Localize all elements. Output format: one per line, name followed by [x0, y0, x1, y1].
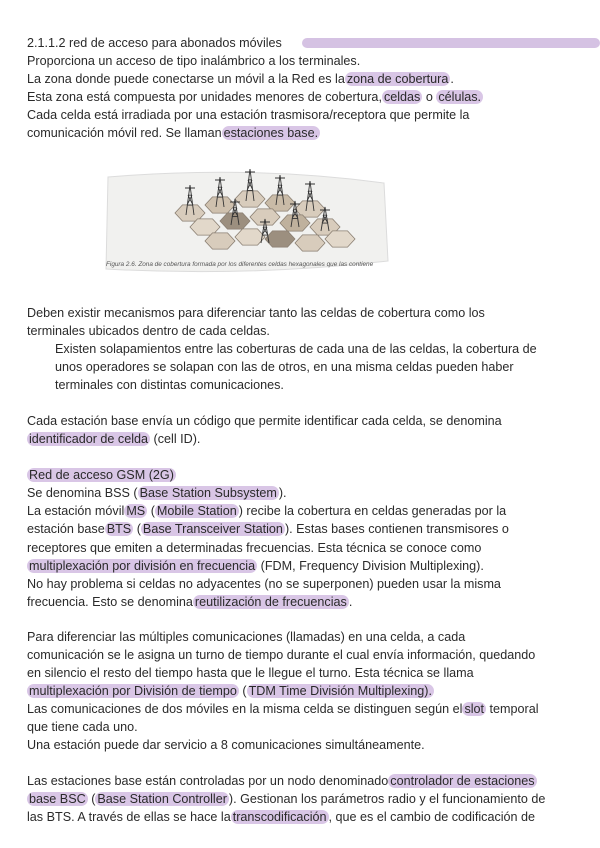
text-line: multiplexación por división en frecuencia (FDM, Frequency Division Multiplexing).: [29, 558, 484, 573]
gsm-title: Red de acceso GSM (2G): [29, 468, 174, 482]
figure-caption: Figura 2.6. Zona de cobertura formada por los diferentes celdas hexagonales que las contiene: [106, 261, 374, 268]
text-line: frecuencia. Esto se denomina reutilización de frecuencias .: [27, 595, 353, 610]
text-line: Las comunicaciones de dos móviles en la misma celda se distinguen según el slot temporal: [27, 702, 539, 716]
text-line: No hay problema si celdas no adyacentes (no se superponen) pueden usar la misma: [27, 577, 501, 591]
text-line: Para diferenciar las múltiples comunicaciones (llamadas) en una celda, a cada: [27, 630, 466, 644]
text-line: Cada celda está irradiada por una estación trasmisora/receptora que permite la: [27, 108, 470, 122]
text-line: terminales ubicados dentro de cada celdas.: [27, 324, 270, 338]
text-line: Las estaciones base están controladas por un nodo denominado controlador de estaciones: [27, 774, 535, 788]
coverage-figure: [100, 165, 390, 277]
text-line: que tiene cada uno.: [27, 720, 138, 734]
text-line: identificador de celda (cell ID).: [29, 432, 201, 446]
text-line: Existen solapamientos entre las coberturas de cada una de las celdas, la cobertura de: [55, 342, 537, 356]
text-line: estación base BTS ( Base Transceiver Station ). Estas bases contienen transmisores o: [27, 522, 509, 537]
text-line: Proporciona un acceso de tipo inalámbrico a los terminales.: [27, 54, 361, 68]
text-line: Cada estación base envía un código que permite identificar cada celda, se denomina: [27, 414, 502, 428]
text-line: Deben existir mecanismos para diferenciar tanto las celdas de cobertura como los: [27, 306, 485, 320]
text-line: las BTS. A través de ellas se hace la transcodificación , que es el cambio de codificación de: [27, 810, 536, 824]
text-line: en silencio el resto del tiempo hasta que le llegue el turno. Esta técnica se llama: [27, 666, 474, 680]
text-line: Se denomina BSS ( Base Station Subsystem ).: [27, 486, 287, 500]
section-heading: 2.1.1.2 red de acceso para abonados móviles: [27, 36, 282, 50]
text-line: receptores que emiten a determinadas frecuencias. Esta técnica se conoce como: [27, 540, 482, 555]
text-line: Esta zona está compuesta por unidades menores de cobertura, celdas o células.: [27, 90, 482, 104]
text-line: terminales con distintas comunicaciones.: [55, 378, 284, 392]
text-line: unos operadores se solapan con las de otros, en una misma celdas pueden haber: [55, 360, 514, 374]
text-line: comunicación móvil red. Se llaman estaciones base.: [27, 126, 319, 140]
text-line: La estación móvil MS ( Mobile Station ) recibe la cobertura en celdas generadas por la: [27, 504, 507, 519]
text-line: La zona donde puede conectarse un móvil a la Red es la zona de cobertura .: [27, 72, 454, 86]
highlight-bar: [302, 38, 600, 48]
text-line: base BSC ( Base Station Controller ). Gestionan los parámetros radio y el funcionamiento de: [29, 792, 546, 806]
text-line: comunicación se le asigna un turno de tiempo durante el cual envía información, quedando: [27, 648, 536, 662]
text-line: multiplexación por División de tiempo ( TDM Time División Multiplexing).: [29, 684, 432, 698]
text-line: Una estación puede dar servicio a 8 comunicaciones simultáneamente.: [27, 738, 425, 752]
